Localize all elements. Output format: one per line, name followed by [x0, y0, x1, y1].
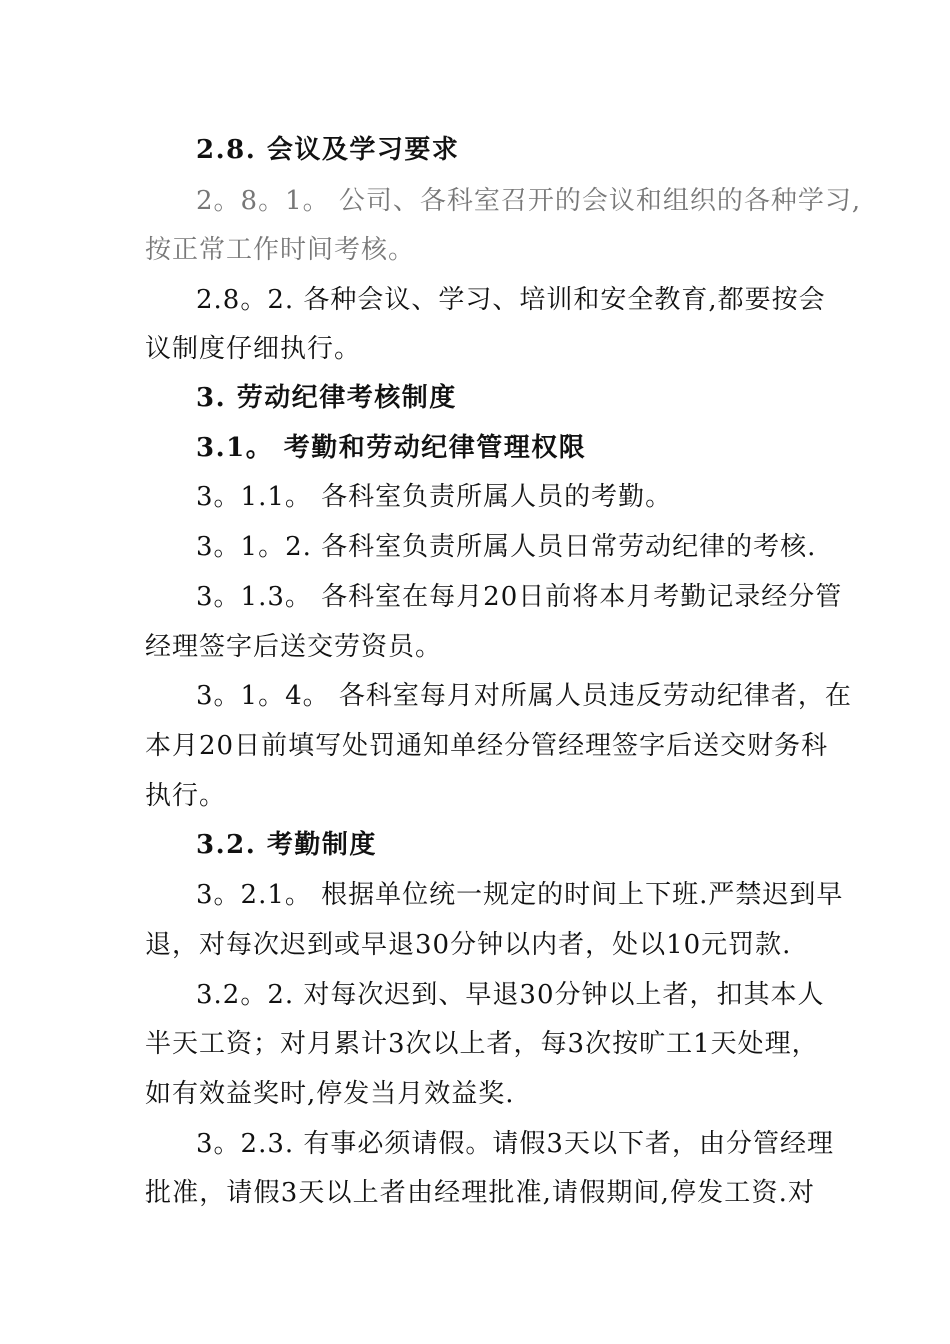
paragraph-3-2-2-line-2: 半天工资；对月累计3次以上者，每3次按旷工1天处理，: [145, 1029, 819, 1059]
paragraph-3-2-1-line-2: 退，对每次迟到或早退30分钟以内者，处以10元罚款.: [145, 930, 792, 960]
paragraph-2-8-2-line-1: 2.8。2. 各种会议、学习、培训和安全教育,都要按会: [196, 285, 826, 315]
paragraph-3-1-2: 3。1。2. 各科室负责所属人员日常劳动纪律的考核.: [196, 532, 817, 562]
paragraph-3-2-2-line-1: 3.2。2. 对每次迟到、早退30分钟以上者，扣其本人: [196, 980, 825, 1010]
paragraph-3-2-2-line-3: 如有效益奖时,停发当月效益奖.: [145, 1079, 515, 1109]
paragraph-3-2-1-line-1: 3。2.1。 根据单位统一规定的时间上下班.严禁迟到早: [196, 880, 844, 910]
paragraph-3-1-4-line-1: 3。1。4。 各科室每月对所属人员违反劳动纪律者，在: [196, 681, 852, 711]
paragraph-3-2-3-line-1: 3。2.3. 有事必须请假。请假3天以下者，由分管经理: [196, 1129, 834, 1159]
paragraph-3-1-1: 3。1.1。 各科室负责所属人员的考勤。: [196, 482, 673, 512]
paragraph-2-8-2-line-2: 议制度仔细执行。: [145, 334, 362, 364]
paragraph-3-1-4-line-2: 本月20日前填写处罚通知单经分管经理签字后送交财务科: [145, 731, 829, 761]
section-heading-2-8: 2.8. 会议及学习要求: [196, 135, 460, 165]
paragraph-3-1-4-line-3: 执行。: [145, 781, 227, 811]
section-heading-3-1: 3.1。 考勤和劳动纪律管理权限: [196, 433, 587, 463]
paragraph-3-1-3-line-2: 经理签字后送交劳资员。: [145, 632, 443, 662]
paragraph-2-8-1-line-2: 按正常工作时间考核。: [145, 235, 416, 265]
paragraph-2-8-1-line-1: 2。8。1。 公司、各科室召开的会议和组织的各种学习,: [196, 186, 862, 216]
paragraph-3-1-3-line-1: 3。1.3。 各科室在每月20日前将本月考勤记录经分管: [196, 582, 843, 612]
section-heading-3: 3. 劳动纪律考核制度: [196, 383, 457, 413]
section-heading-3-2: 3.2. 考勤制度: [196, 830, 377, 860]
paragraph-3-2-3-line-2: 批准，请假3天以上者由经理批准,请假期间,停发工资.对: [145, 1178, 815, 1208]
